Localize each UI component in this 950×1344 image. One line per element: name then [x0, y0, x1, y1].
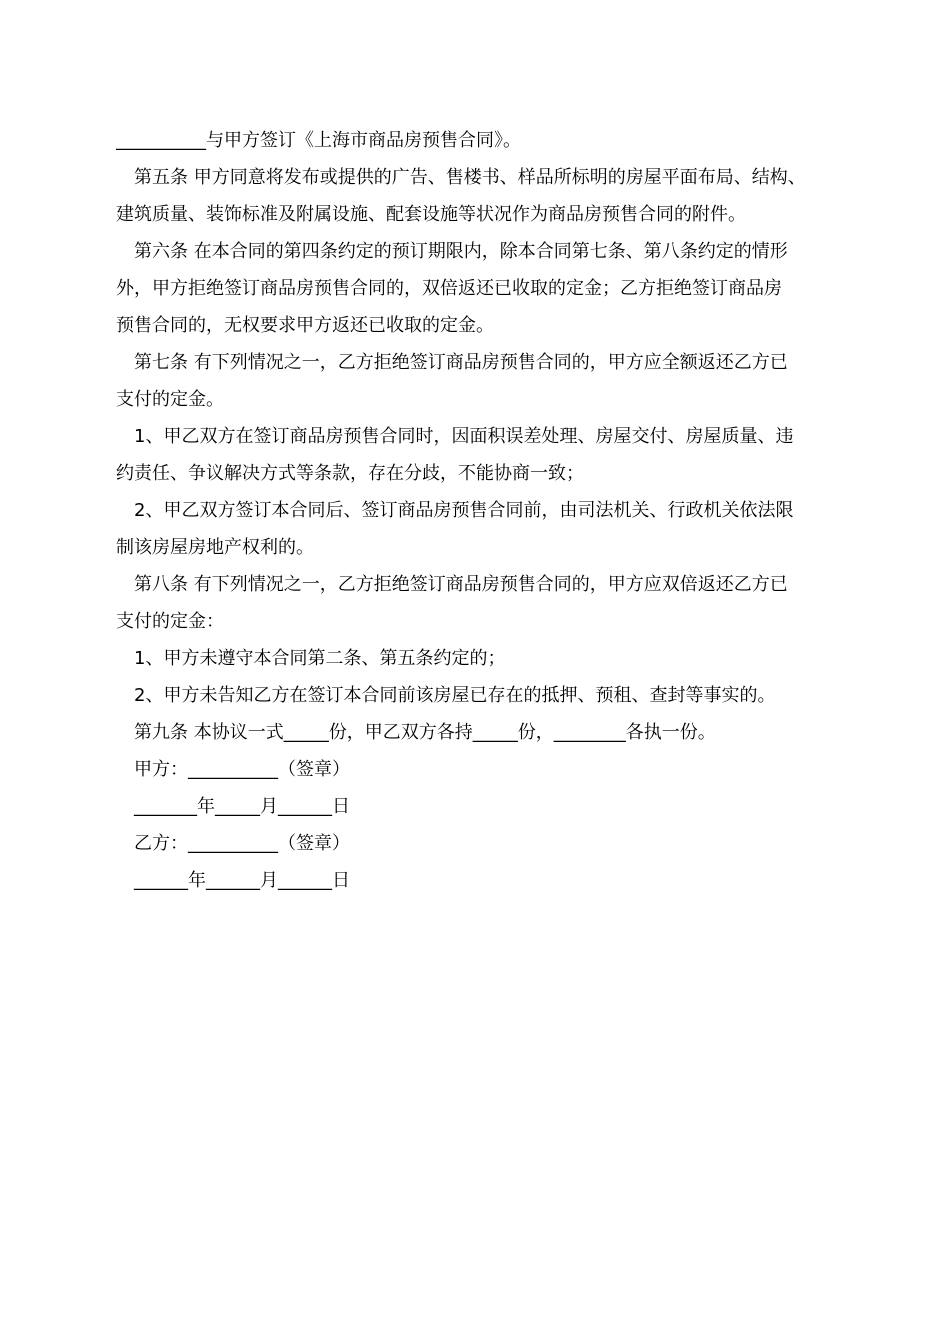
- clause-8-item-1: 1、甲方未遵守本合同第二条、第五条约定的；: [134, 648, 506, 669]
- clause-7-item-1-line-2: 约责任、争议解决方式等条款，存在分歧，不能协商一致；: [116, 463, 584, 484]
- clause-9: 第九条 本协议一式_____份，甲乙双方各持_____份，________各执一份。: [134, 722, 716, 743]
- party-b-date: ______年______月______日: [134, 870, 350, 891]
- contract-body: [116, 122, 840, 899]
- clause-6-line-3: 预售合同的，无权要求甲方返还已收取的定金。: [116, 315, 494, 336]
- party-a-date: _______年_____月______日: [134, 796, 350, 817]
- clause-7-line-2: 支付的定金。: [116, 389, 224, 410]
- party-a-signature: 甲方：__________（签章）: [134, 759, 350, 780]
- clause-5-line-2: 建筑质量、装饰标准及附属设施、配套设施等状况作为商品房预售合同的附件。: [116, 204, 746, 225]
- text-line: __________与甲方签订《上海市商品房预售合同》。: [116, 130, 521, 151]
- clause-7-item-2-line-1: 2、甲乙双方签订本合同后、签订商品房预售合同前，由司法机关、行政机关依法限: [134, 500, 794, 521]
- clause-7-line-1: 第七条 有下列情况之一，乙方拒绝签订商品房预售合同的，甲方应全额返还乙方已: [134, 352, 788, 373]
- clause-8-line-2: 支付的定金：: [116, 611, 224, 632]
- clause-6-line-1: 第六条 在本合同的第四条约定的预订期限内，除本合同第七条、第八条约定的情形: [134, 241, 788, 262]
- clause-5-line-1: 第五条 甲方同意将发布或提供的广告、售楼书、样品所标明的房屋平面布局、结构、: [134, 167, 806, 188]
- clause-8-item-2: 2、甲方未告知乙方在签订本合同前该房屋已存在的抵押、预租、查封等事实的。: [134, 685, 776, 706]
- clause-8-line-1: 第八条 有下列情况之一，乙方拒绝签订商品房预售合同的，甲方应双倍返还乙方已: [134, 574, 788, 595]
- clause-6-line-2: 外，甲方拒绝签订商品房预售合同的，双倍返还已收取的定金；乙方拒绝签订商品房: [116, 278, 782, 299]
- clause-7-item-1-line-1: 1、甲乙双方在签订商品房预售合同时，因面积误差处理、房屋交付、房屋质量、违: [134, 426, 794, 447]
- party-b-signature: 乙方：__________（签章）: [134, 833, 350, 854]
- clause-7-item-2-line-2: 制该房屋房地产权利的。: [116, 537, 314, 558]
